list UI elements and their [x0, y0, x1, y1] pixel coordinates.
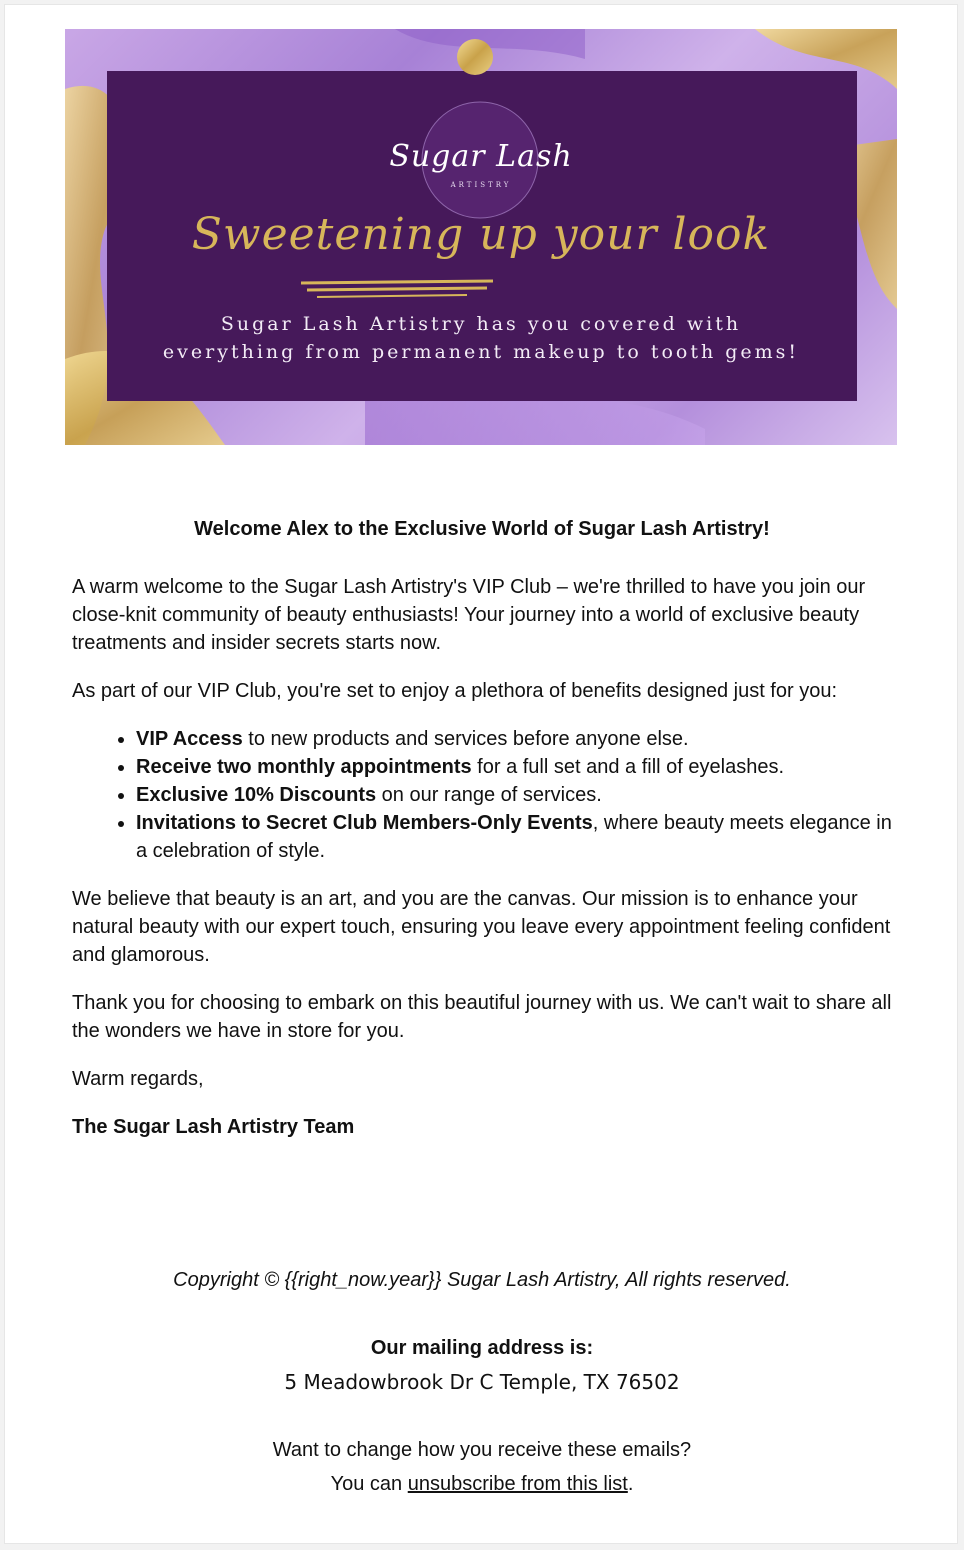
banner-text-line-1: Sugar Lash Artistry has you covered with	[220, 313, 742, 335]
benefit-text: , where beauty meets elegance in a celebration of style.	[136, 812, 892, 862]
unsubscribe-link[interactable]: unsubscribe from this list	[407, 1473, 628, 1495]
benefit-bold: Invitations to Secret Club Members-Only Events	[136, 812, 593, 834]
regards-text: Warm regards,	[72, 1068, 204, 1090]
gold-underline-icon	[297, 277, 497, 301]
header-banner-image	[65, 29, 897, 445]
banner-text-line-2: everything from permanent makeup to tooth gems!	[162, 341, 800, 363]
brand-logo-subtext: ARTISTRY	[450, 181, 512, 189]
list-item	[136, 809, 892, 865]
intro-paragraph: A warm welcome to the Sugar Lash Artistry's VIP Club – we're thrilled to have you join our close-knit community of beauty enthusiasts! Your journey into a world of exclusive beauty treatments and insider secrets starts now.	[72, 576, 866, 654]
benefit-text: on our range of services.	[376, 784, 602, 806]
email-content	[72, 515, 892, 1161]
benefit-bold: VIP Access	[136, 728, 243, 750]
unsubscribe-prefix: You can	[330, 1473, 408, 1495]
mailing-address-label: Our mailing address is:	[370, 1337, 594, 1359]
gold-dot-icon	[455, 37, 495, 77]
email-footer	[5, 1263, 959, 1501]
benefits-list	[72, 725, 892, 865]
brand-logo-text: Sugar Lash	[389, 139, 573, 174]
list-item	[136, 725, 892, 753]
email-body	[4, 4, 958, 1544]
benefit-text: for a full set and a fill of eyelashes.	[471, 756, 785, 778]
unsubscribe-period: .	[627, 1473, 634, 1495]
benefit-bold: Exclusive 10% Discounts	[136, 784, 377, 806]
mission-paragraph: We believe that beauty is an art, and you are the canvas. Our mission is to enhance your natural beauty with our expert touch, ensuring you leave every appointment feeling confident and glamorous.	[72, 888, 891, 966]
list-item	[136, 781, 892, 809]
unsubscribe-line	[5, 1467, 959, 1501]
thanks-paragraph: Thank you for choosing to embark on this beautiful journey with us. We can't wait to share all the wonders we have in store for you.	[72, 992, 892, 1042]
benefit-bold: Receive two monthly appointments	[136, 756, 472, 778]
benefits-intro-paragraph: As part of our VIP Club, you're set to enjoy a plethora of benefits designed just for you:	[72, 680, 838, 702]
change-preferences-text: Want to change how you receive these emails?	[272, 1439, 692, 1461]
banner-tagline: Sweetening up your look	[191, 209, 771, 260]
copyright-text: Copyright © {{right_now.year}} Sugar Lash Artistry, All rights reserved.	[173, 1269, 791, 1291]
list-item	[136, 753, 892, 781]
mailing-address: 5 Meadowbrook Dr C Temple, TX 76502	[284, 1370, 680, 1394]
benefit-text: to new products and services before anyone else.	[242, 728, 689, 750]
signature-text: The Sugar Lash Artistry Team	[72, 1116, 355, 1138]
welcome-heading: Welcome Alex to the Exclusive World of Sugar Lash Artistry!	[194, 518, 770, 540]
